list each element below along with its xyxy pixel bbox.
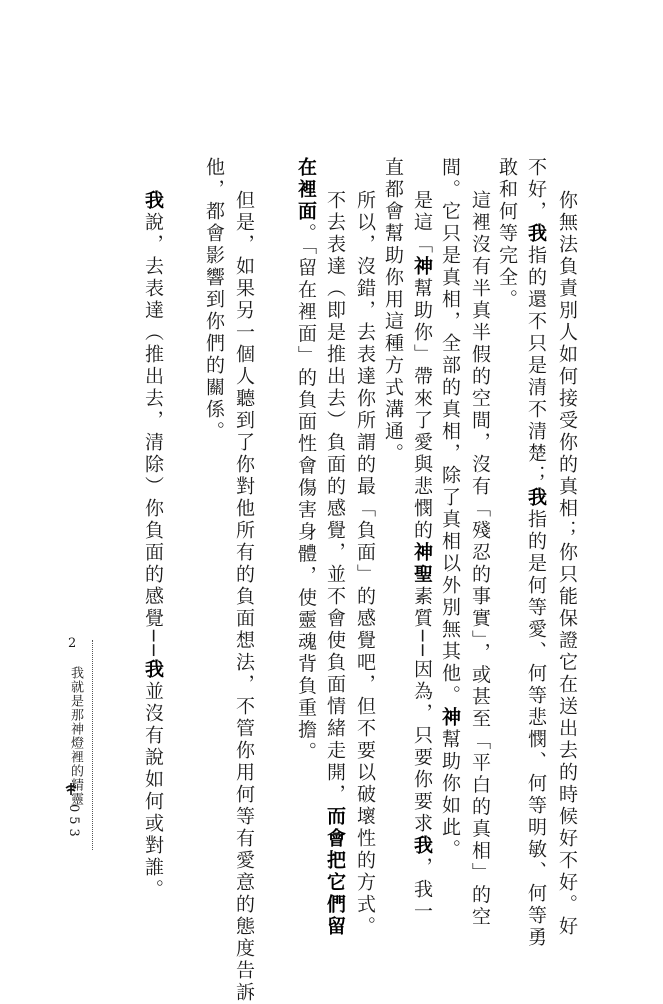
emphasis-text: 我 [525, 223, 547, 245]
text-column [355, 190, 375, 938]
page-number: 053 [66, 804, 81, 841]
text-column [296, 157, 316, 764]
text-column [204, 157, 224, 443]
emphasis-text: 神聖 [411, 542, 433, 586]
text-segment: 你無法負責別人如何接受你的真相；你只能保證它在送出去的時候好不好。好 [556, 190, 578, 938]
text-segment: 素質──因為，只要你要求 [411, 586, 433, 835]
text-segment: 敢和何等完全。 [496, 157, 518, 311]
volume-number: 2 [68, 636, 77, 651]
text-column [143, 190, 163, 901]
ornament-icon [64, 782, 78, 800]
emphasis-text: 我 [142, 190, 164, 212]
text-segment: 指的是何等愛、何等悲憫、何等明敏、何等勇 [525, 509, 547, 949]
text-segment: 但是，如果另一個人聽到了你對他所有的負面想法，不管你用何等有愛意的態度告訴 [233, 190, 255, 1004]
text-segment: 幫助你如此。 [439, 729, 461, 861]
text-segment: 。「留在裡面」的負面性會傷害身體，使靈魂背負重擔。 [295, 223, 317, 764]
text-column [526, 157, 546, 949]
text-column [383, 157, 403, 465]
text-column [497, 157, 517, 311]
text-segment: 所以，沒錯，去表達你所謂的最「負面」的感覺吧，但不要以破壞性的方式。 [354, 190, 376, 938]
running-book-title: 我就是那神燈裡的精靈 [68, 666, 83, 806]
text-segment: 這裡沒有半真半假的空間，沒有「殘忍的事實」，或甚至「平白的真相」的空 [469, 190, 491, 929]
text-column [412, 190, 432, 923]
text-column [440, 157, 460, 861]
text-column [557, 190, 577, 938]
footer-divider [92, 640, 93, 850]
text-segment: 指的還不只是清不清楚； [525, 245, 547, 487]
text-column [234, 190, 254, 1004]
text-segment: 是這「 [411, 190, 433, 256]
text-segment: 幫助你」帶來了愛與悲憫的 [411, 278, 433, 542]
text-segment: 直都會幫助你用這種方式溝通。 [382, 157, 404, 465]
emphasis-text: 神 [411, 256, 433, 278]
text-segment: 他，都會影響到你們的關係。 [203, 157, 225, 443]
text-segment: 間。它只是真相，全部的真相，除了真相以外別無其他。 [439, 157, 461, 707]
text-segment: 不好， [525, 157, 547, 223]
emphasis-text: 我 [525, 487, 547, 509]
emphasis-text: 我 [142, 658, 164, 681]
text-segment: ，我一 [411, 856, 433, 923]
emphasis-text: 神 [439, 707, 461, 729]
text-segment: 說，去表達（推出去，清除）你負面的感覺── [142, 212, 164, 659]
text-column [470, 190, 490, 929]
text-segment: 並沒有說如何或對誰。 [142, 680, 164, 901]
text-column [325, 190, 345, 938]
text-segment: 不去表達（即是推出去）負面的感覺，並不會使負面情緒走開， [324, 190, 346, 806]
emphasis-text: 我 [411, 834, 433, 857]
emphasis-text: 在裡面 [295, 157, 317, 223]
emphasis-text: 而會把它們留 [324, 806, 346, 938]
